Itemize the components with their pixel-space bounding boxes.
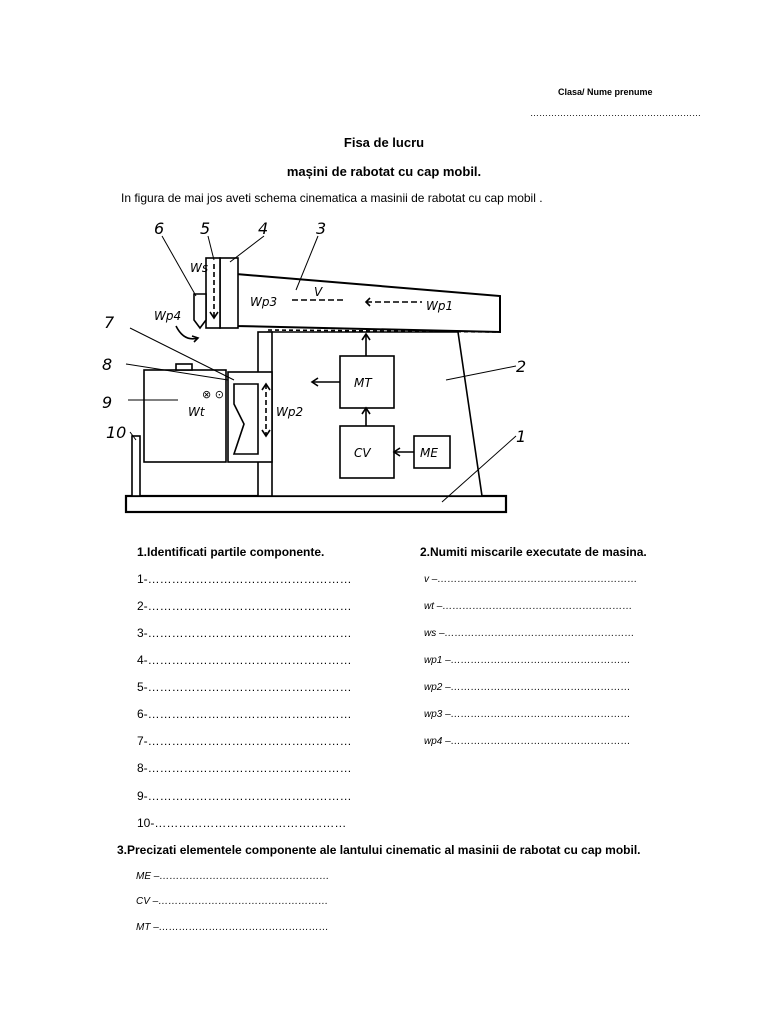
mt-label: MT: [354, 376, 372, 390]
motion-wp4: Wp4: [154, 309, 182, 323]
motion-wt: Wt: [188, 405, 205, 419]
label-4: 4: [258, 219, 269, 238]
answer-line-2[interactable]: 2-……………………………………………: [137, 599, 352, 613]
answer-line-4[interactable]: 4-……………………………………………: [137, 653, 352, 667]
label-10: 10: [106, 423, 127, 442]
base-part: [126, 496, 506, 512]
motion-line-wp1[interactable]: wp1 –………………………………………………: [424, 655, 631, 666]
kinematic-diagram: [96, 214, 540, 532]
label-2: 2: [516, 357, 527, 376]
table-part: [144, 370, 226, 462]
chain-line-cv[interactable]: CV –……………………………………………: [136, 896, 329, 907]
answer-line-9[interactable]: 9-……………………………………………: [137, 789, 352, 803]
chain-line-mt[interactable]: MT –……………………………………………: [136, 922, 329, 933]
section2-heading: 2.Numiti miscarile executate de masina.: [420, 545, 647, 559]
answer-line-7[interactable]: 7-……………………………………………: [137, 734, 352, 748]
label-1: 1: [516, 427, 527, 446]
head-part: [220, 258, 238, 328]
answer-line-5[interactable]: 5-……………………………………………: [137, 680, 352, 694]
motion-line-ws[interactable]: ws –…………………………………………………: [424, 628, 635, 639]
motion-ws: Ws: [190, 261, 209, 275]
me-label: ME: [420, 446, 438, 460]
worksheet-title: Fisa de lucru: [343, 135, 425, 150]
motion-line-wp3[interactable]: wp3 –………………………………………………: [424, 709, 631, 720]
section3-heading: 3.Precizati elementele componente ale lantului cinematic al masinii de rabotat cu cap mobil.: [117, 843, 641, 857]
worksheet-subtitle: mașini de rabotat cu cap mobil.: [286, 164, 482, 179]
label-3: 3: [316, 219, 327, 238]
answer-line-3[interactable]: 3-……………………………………………: [137, 626, 352, 640]
motion-line-wt[interactable]: wt –…………………………………………………: [424, 601, 633, 612]
motion-v: V: [314, 285, 323, 299]
chain-line-me[interactable]: ME –……………………………………………: [136, 871, 330, 882]
answer-line-6[interactable]: 6-……………………………………………: [137, 707, 352, 721]
answer-line-10[interactable]: 10-…………………………………………: [137, 816, 347, 830]
cv-label: CV: [354, 446, 371, 460]
label-9: 9: [102, 393, 113, 412]
class-name-dots: …………………………………………………: [530, 108, 701, 118]
label-8: 8: [102, 355, 113, 374]
motion-line-wp4[interactable]: wp4 –………………………………………………: [424, 736, 631, 747]
answer-line-8[interactable]: 8-……………………………………………: [137, 761, 352, 775]
motion-line-wp2[interactable]: wp2 –………………………………………………: [424, 682, 631, 693]
motion-line-v[interactable]: v –……………………………………………………: [424, 574, 638, 585]
section1-heading: 1.Identificati partile componente.: [137, 545, 325, 559]
class-name-label: Clasa/ Nume prenume: [558, 87, 653, 97]
motion-wp3: Wp3: [250, 295, 278, 309]
answer-line-1[interactable]: 1-……………………………………………: [137, 572, 352, 586]
intro-text: In figura de mai jos aveti schema cinematica a masinii de rabotat cu cap mobil .: [121, 191, 543, 205]
motion-wp1: Wp1: [426, 299, 454, 313]
label-6: 6: [154, 219, 165, 238]
tool-holder-part: [194, 294, 206, 328]
support-part: [132, 436, 140, 496]
label-7: 7: [104, 313, 115, 332]
svg-text:⊗ ⊙: ⊗ ⊙: [202, 388, 224, 401]
label-5: 5: [200, 219, 211, 238]
motion-wp2: Wp2: [276, 405, 304, 419]
